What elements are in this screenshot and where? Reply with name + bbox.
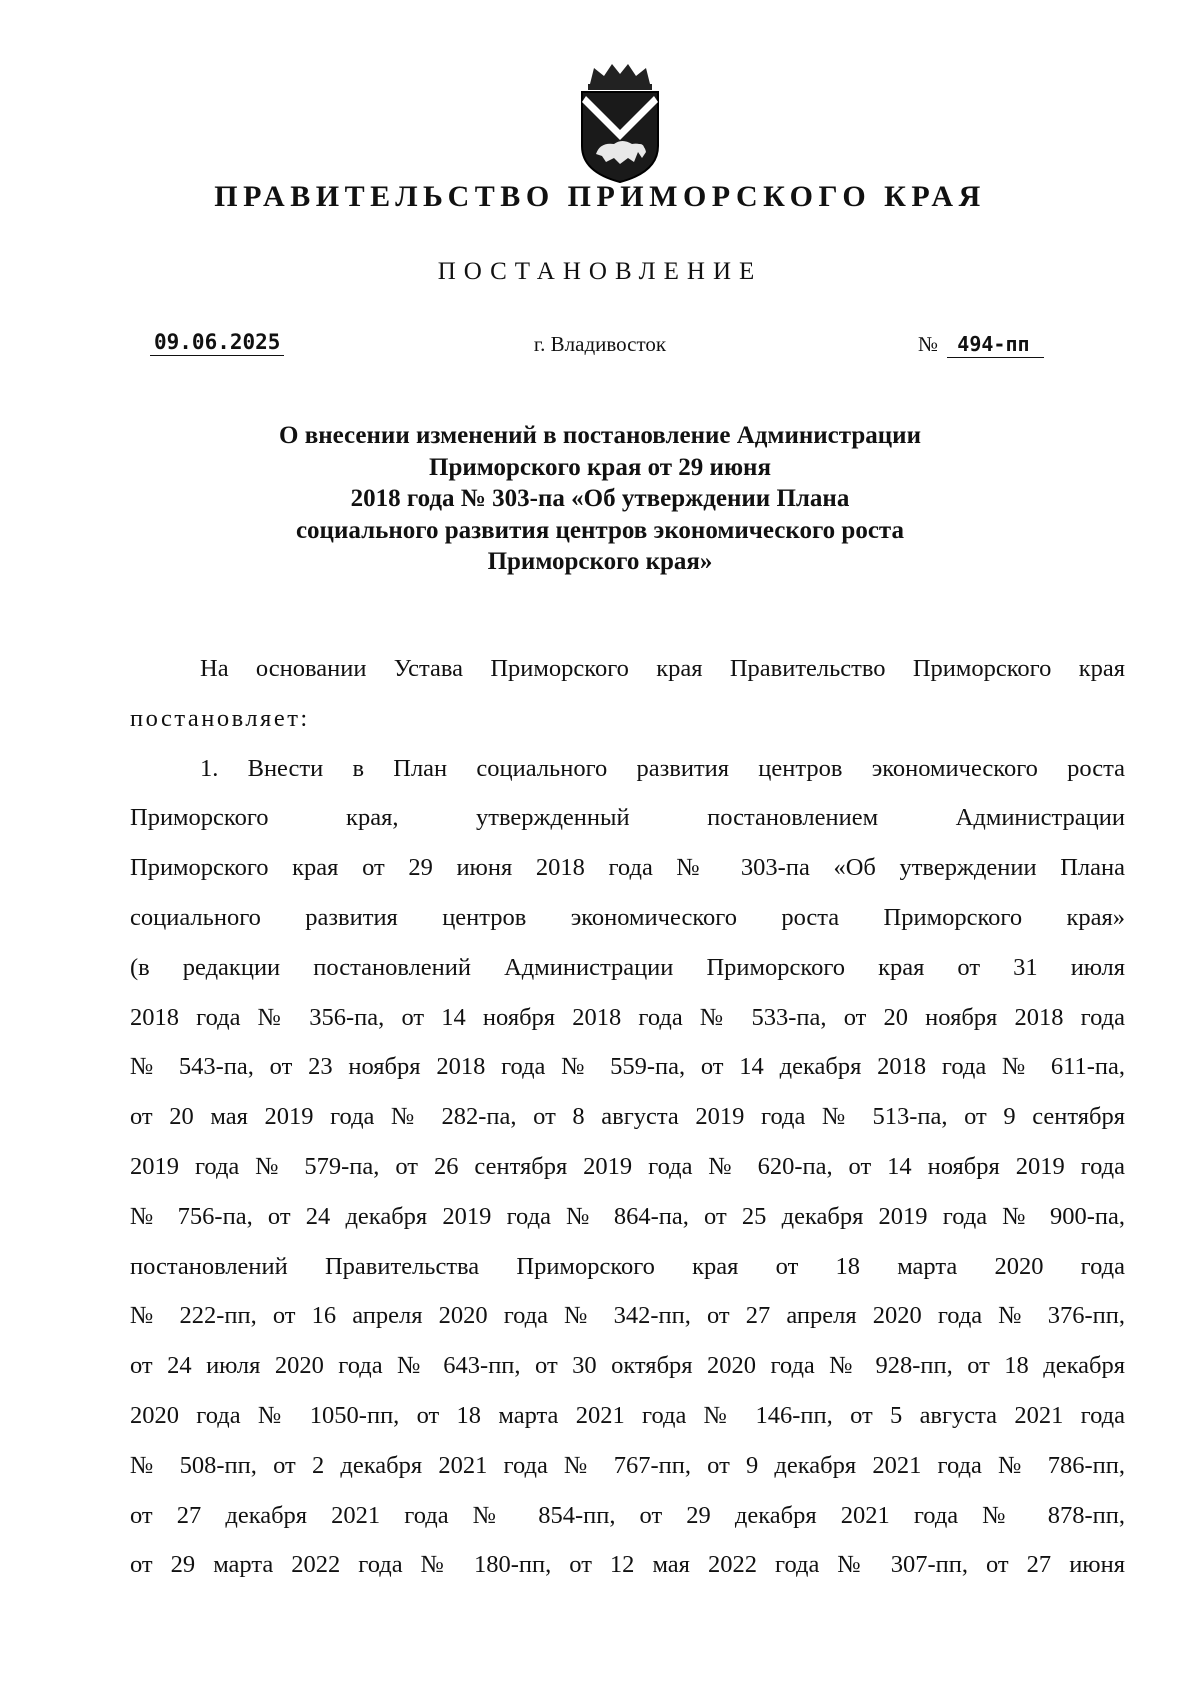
government-title: ПРАВИТЕЛЬСТВО ПРИМОРСКОГО КРАЯ <box>214 180 986 213</box>
intro-line: постановляет: <box>130 704 310 732</box>
subject-line: О внесении изменений в постановление Администрации <box>279 422 921 449</box>
item-line: 2018 года № 356-па, от 14 ноября 2018 года № 533-па, от 20 ноября 2018 года <box>130 1003 1125 1031</box>
item-line: от 20 мая 2019 года № 282-па, от 8 августа 2019 года № 513-па, от 9 сентября <box>130 1103 1125 1131</box>
document-number: 494-пп <box>947 332 1043 358</box>
item-line: от 29 марта 2022 года № 180-пп, от 12 мая 2022 года № 307-пп, от 27 июня <box>130 1551 1125 1579</box>
primorsky-coat-of-arms-icon <box>570 62 670 184</box>
subject-line: Приморского края от 29 июня <box>429 453 771 481</box>
item-line: № 222-пп, от 16 апреля 2020 года № 342-пп, от 27 апреля 2020 года № 376-пп, <box>130 1302 1125 1330</box>
intro-line: На основании Устава Приморского края Правительство Приморского края <box>200 655 1125 682</box>
subject-line: социального развития центров экономического роста <box>295 516 905 544</box>
item-line: от 27 декабря 2021 года № 854-пп, от 29 декабря 2021 года № 878-пп, <box>130 1501 1125 1529</box>
item-line: № 543-па, от 23 ноября 2018 года № 559-па, от 14 декабря 2018 года № 611-па, <box>130 1053 1125 1081</box>
document-meta-row <box>0 330 1200 364</box>
document-number-block <box>918 332 1044 357</box>
number-prefix: № <box>918 332 939 356</box>
item-line: от 24 июля 2020 года № 643-пп, от 30 октября 2020 года № 928-пп, от 18 декабря <box>130 1352 1125 1380</box>
item-line: социального развития центров экономического роста Приморского края» <box>130 903 1125 931</box>
document-date: 09.06.2025 <box>150 330 284 356</box>
document-subject <box>0 420 1200 578</box>
subject-line: Приморского края» <box>487 548 713 575</box>
item-line: № 756-па, от 24 декабря 2019 года № 864-па, от 25 декабря 2019 года № 900-па, <box>130 1202 1125 1230</box>
document-city: г. Владивосток <box>533 332 667 356</box>
item-line: Приморского края от 29 июня 2018 года № 303-па «Об утверждении Плана <box>130 854 1125 882</box>
document-body <box>130 644 1125 1590</box>
item-line: (в редакции постановлений Администрации Приморского края от 31 июля <box>130 953 1125 981</box>
subject-line: 2018 года № 303-па «Об утверждении Плана <box>350 485 850 512</box>
item-line: постановлений Правительства Приморского края от 18 марта 2020 года <box>130 1252 1125 1280</box>
item-line: Приморского края, утвержденный постановлением Администрации <box>130 804 1125 832</box>
item-line: № 508-пп, от 2 декабря 2021 года № 767-пп, от 9 декабря 2021 года № 786-пп, <box>130 1451 1125 1479</box>
item-line: 2019 года № 579-па, от 26 сентября 2019 года № 620-па, от 14 ноября 2019 года <box>130 1152 1125 1180</box>
item-line: 1. Внести в План социального развития центров экономического роста <box>200 754 1125 782</box>
document-type: ПОСТАНОВЛЕНИЕ <box>437 258 763 285</box>
item-line: 2020 года № 1050-пп, от 18 марта 2021 года № 146-пп, от 5 августа 2021 года <box>130 1401 1125 1429</box>
